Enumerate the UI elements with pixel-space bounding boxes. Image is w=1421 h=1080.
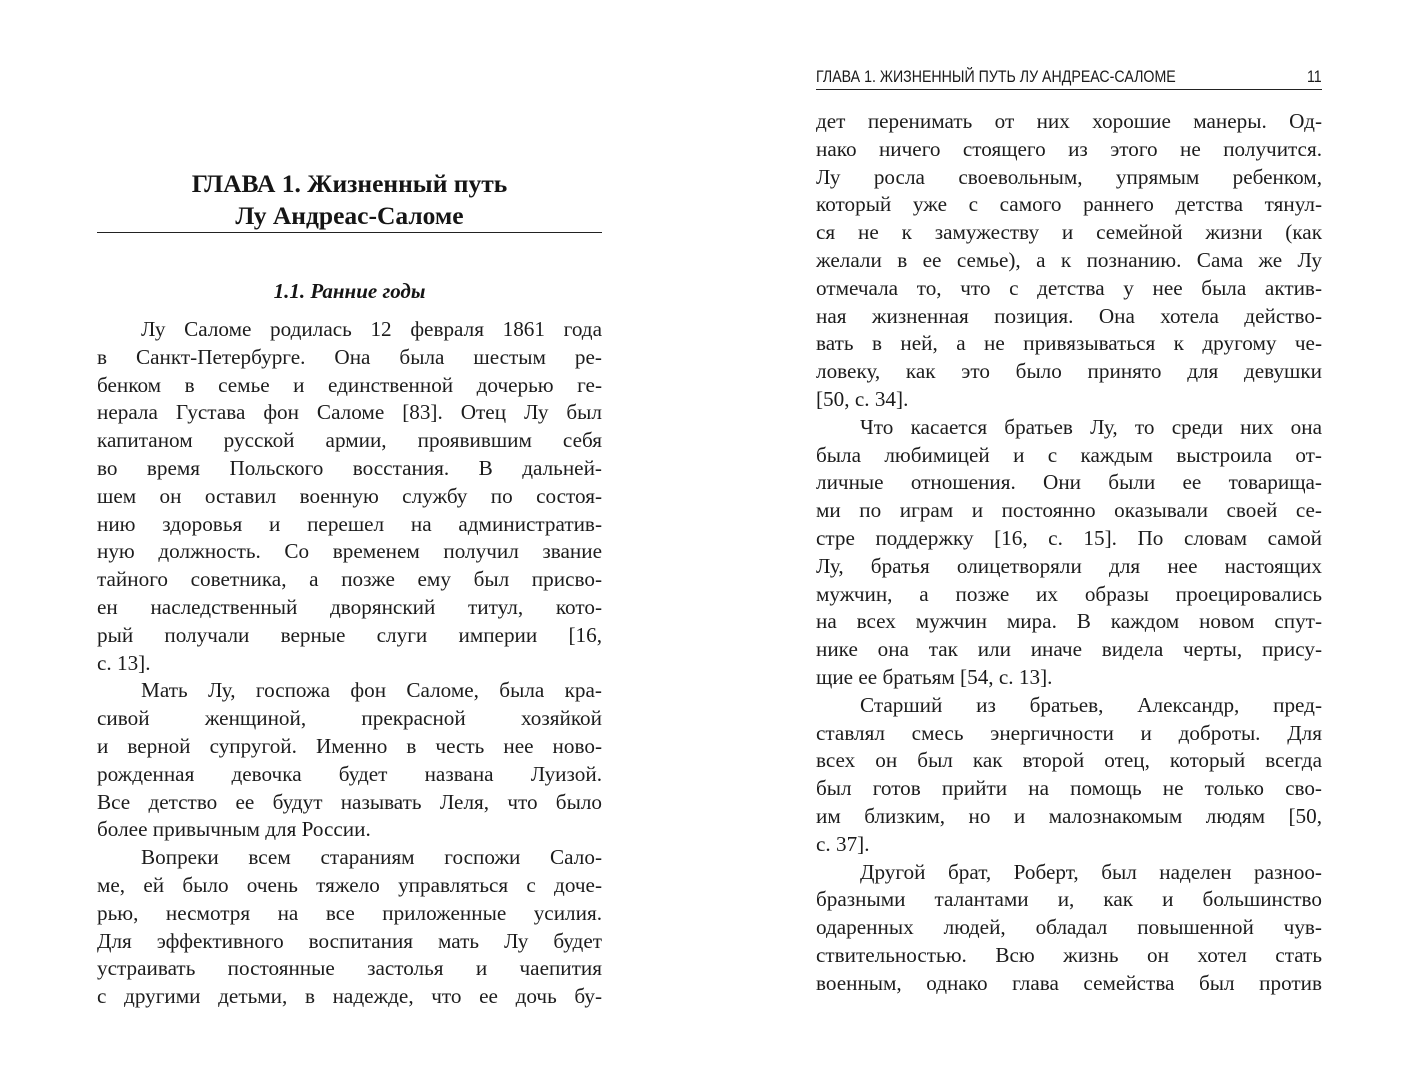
- right-page-body-text: [816, 108, 1322, 998]
- text-line: ную должность. Со временем получил звание: [97, 539, 602, 564]
- text-line: рью, несмотря на все приложенные усилия.: [97, 900, 602, 925]
- text-line: им близким, но и малознакомым людям [50,: [816, 803, 1322, 828]
- text-line: Мать Лу, госпожа фон Саломе, была кра-: [141, 678, 602, 703]
- text-line: мужчин, а позже их образы проецировались: [816, 581, 1322, 606]
- text-line: ствительностью. Всю жизнь он хотел стать: [816, 942, 1322, 967]
- text-line: ми по играм и постоянно оказывали своей се-: [816, 498, 1322, 523]
- text-line: рый получали верные слуги империи [16,: [97, 622, 602, 647]
- text-line: ная жизненная позиция. Она хотела действо-: [816, 303, 1322, 328]
- text-line: и верной супругой. Именно в честь нее ново-: [97, 733, 602, 758]
- chapter-title-rule: [97, 232, 602, 233]
- section-title: 1.1. Ранние годы: [273, 279, 426, 303]
- text-line: рожденная девочка будет названа Луизой.: [97, 761, 602, 786]
- text-line: был готов прийти на помощь не только сво-: [816, 776, 1322, 801]
- text-line: в Санкт-Петербурге. Она была шестым ре-: [97, 344, 602, 369]
- text-line: всех он был как второй отец, который всегда: [816, 748, 1322, 773]
- text-line: нике она так или иначе видела черты, прису-: [816, 637, 1322, 662]
- chapter-title-line: ГЛАВА 1. Жизненный путь: [191, 169, 508, 198]
- text-line: шем он оставил военную службу по состоя-: [97, 483, 602, 508]
- text-line: ставлял смесь энергичности и доброты. Для: [816, 720, 1322, 745]
- text-line: с. 37].: [816, 831, 870, 856]
- text-line: ловеку, как это было принято для девушки: [816, 359, 1322, 384]
- text-line: щие ее братьям [54, с. 13].: [816, 664, 1053, 689]
- text-line: на всех мужчин мира. В каждом новом спут-: [816, 609, 1322, 634]
- text-line: отмечала то, что с детства у нее была актив-: [816, 275, 1322, 300]
- text-line: с. 13].: [97, 650, 151, 675]
- chapter-title-line: Лу Андреас-Саломе: [235, 201, 464, 230]
- text-line: личные отношения. Они были ее товарища-: [816, 470, 1322, 495]
- text-line: во время Польского восстания. В дальней-: [97, 455, 602, 480]
- text-line: Другой брат, Роберт, был наделен разноо-: [860, 859, 1322, 884]
- text-line: нию здоровья и перешел на административ-: [97, 511, 602, 536]
- running-header-title: ГЛАВА 1. ЖИЗНЕННЫЙ ПУТЬ ЛУ АНДРЕАС-САЛОМЕ: [816, 68, 1176, 86]
- text-line: бразными талантами и, как и большинство: [816, 887, 1322, 912]
- text-line: который уже с самого раннего детства тянул-: [816, 192, 1322, 217]
- text-line: сивой женщиной, прекрасной хозяйкой: [97, 706, 602, 731]
- text-line: с другими детьми, в надежде, что ее дочь бу-: [97, 984, 602, 1009]
- text-line: вать в ней, а не привязываться к другому че-: [816, 331, 1322, 356]
- text-line: нерала Густава фон Саломе [83]. Отец Лу был: [97, 400, 602, 425]
- text-line: Вопреки всем стараниям госпожи Сало-: [141, 845, 602, 870]
- running-header-rule: [816, 89, 1322, 90]
- text-line: ме, ей было очень тяжело управляться с доче-: [97, 872, 602, 897]
- text-line: одаренных людей, обладал повышенной чув-: [816, 915, 1322, 940]
- text-line: Для эффективного воспитания мать Лу будет: [97, 928, 602, 953]
- text-line: капитаном русской армии, проявившим себя: [97, 428, 602, 453]
- text-line: ен наследственный дворянский титул, кото-: [97, 594, 602, 619]
- text-line: бенком в семье и единственной дочерью ге-: [97, 372, 602, 397]
- text-line: Лу росла своевольным, упрямым ребенком,: [816, 164, 1322, 189]
- text-line: Старший из братьев, Александр, пред-: [860, 692, 1322, 717]
- text-line: [50, с. 34].: [816, 386, 909, 411]
- text-line: более привычным для России.: [97, 817, 371, 842]
- text-line: нако ничего стоящего из этого не получится.: [816, 136, 1322, 161]
- text-line: дет перенимать от них хорошие манеры. Од-: [816, 109, 1322, 133]
- text-line: Лу, братья олицетворяли для нее настоящих: [816, 553, 1322, 578]
- text-line: военным, однако глава семейства был против: [816, 970, 1322, 995]
- text-line: ся не к замужеству и семейной жизни (как: [816, 220, 1322, 245]
- text-line: устраивать постоянные застолья и чаепития: [97, 956, 602, 981]
- text-line: тайного советника, а позже ему был присво-: [97, 567, 602, 592]
- chapter-title: [97, 168, 602, 232]
- text-line: была любимицей и с каждым выстроила от-: [816, 442, 1322, 467]
- left-page-body-text: [97, 316, 602, 1011]
- text-line: Что касается братьев Лу, то среди них она: [860, 414, 1322, 439]
- text-line: желали в ее семье), а к познанию. Сама же Лу: [816, 247, 1322, 272]
- text-line: стре поддержку [16, с. 15]. По словам самой: [816, 525, 1322, 550]
- running-header: [816, 66, 1322, 88]
- page-number: 11: [1306, 68, 1322, 86]
- text-line: Все детство ее будут называть Леля, что было: [97, 789, 602, 814]
- text-line: Лу Саломе родилась 12 февраля 1861 года: [141, 317, 602, 341]
